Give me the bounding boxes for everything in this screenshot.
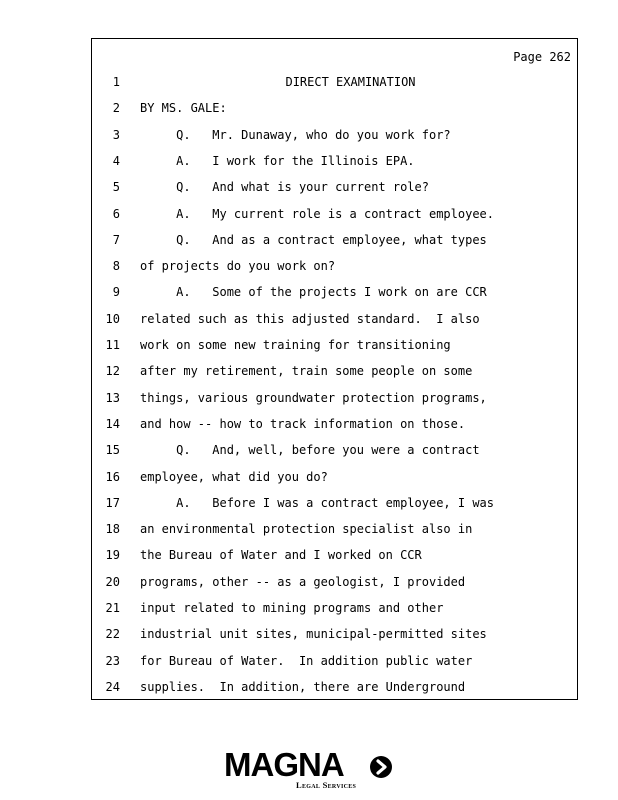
line-number: 12 <box>105 364 120 379</box>
transcript-line <box>92 153 577 169</box>
line-number: 24 <box>105 679 120 694</box>
transcript-line <box>92 363 577 379</box>
transcript-line <box>92 232 577 248</box>
transcript-line <box>92 206 577 222</box>
transcript-line <box>92 653 577 669</box>
line-text: employee, what did you do? <box>140 469 328 484</box>
transcript-line <box>92 179 577 195</box>
line-text: related such as this adjusted standard. I also <box>140 311 480 326</box>
line-text: of projects do you work on? <box>140 259 336 274</box>
line-number: 17 <box>105 495 120 510</box>
line-text: an environmental protection specialist also in <box>140 522 473 537</box>
line-number: 22 <box>105 627 120 642</box>
line-text: A. Before I was a contract employee, I was <box>140 495 495 510</box>
transcript-line <box>92 311 577 327</box>
line-number: 11 <box>105 338 120 352</box>
transcript-line <box>92 442 577 458</box>
chevron-right-circle-icon <box>370 756 392 778</box>
transcript-line <box>92 100 577 116</box>
line-number: 13 <box>105 390 120 405</box>
line-number: 2 <box>112 101 120 116</box>
line-text: BY MS. GALE: <box>140 101 227 116</box>
transcript-line <box>92 521 577 537</box>
line-number: 14 <box>105 416 120 431</box>
line-text: the Bureau of Water and I worked on CCR <box>140 548 422 563</box>
line-number: 18 <box>105 522 120 537</box>
transcript-line <box>92 390 577 406</box>
transcript-page <box>91 38 578 700</box>
line-text: Q. And what is your current role? <box>140 180 429 195</box>
transcript-line <box>92 416 577 432</box>
line-number: 23 <box>105 653 120 668</box>
line-text: programs, other -- as a geologist, I provided <box>140 574 466 589</box>
line-text: A. My current role is a contract employee. <box>140 206 495 221</box>
line-text: A. I work for the Illinois EPA. <box>140 153 415 168</box>
page-number: Page 262 <box>513 50 571 64</box>
line-text: and how -- how to track information on those. <box>140 416 466 431</box>
transcript-line <box>92 626 577 642</box>
line-text: Q. And, well, before you were a contract <box>140 443 480 458</box>
transcript-line <box>92 600 577 616</box>
transcript-line <box>92 469 577 485</box>
line-text: industrial unit sites, municipal-permitted sites <box>140 627 487 642</box>
line-number: 7 <box>112 232 120 247</box>
transcript-line <box>92 258 577 274</box>
line-number: 16 <box>105 469 120 484</box>
line-text: supplies. In addition, there are Underground <box>140 679 466 694</box>
line-number: 6 <box>112 206 120 221</box>
logo-subtitle: Legal Services <box>296 780 357 790</box>
transcript-line <box>92 337 577 353</box>
line-number: 9 <box>112 285 120 300</box>
line-text: for Bureau of Water. In addition public water <box>140 653 473 668</box>
transcript-line <box>92 495 577 511</box>
line-text: A. Some of the projects I work on are CCR <box>140 285 487 300</box>
line-text: Q. And as a contract employee, what types <box>140 232 487 247</box>
line-number: 5 <box>112 180 120 195</box>
transcript-line <box>92 74 577 90</box>
line-text: DIRECT EXAMINATION <box>285 75 416 89</box>
logo-wordmark: MAGNA <box>224 746 344 783</box>
line-number: 15 <box>105 443 120 458</box>
line-number: 4 <box>112 153 120 168</box>
line-text: after my retirement, train some people on some <box>140 364 473 379</box>
line-number: 1 <box>112 75 120 89</box>
line-number: 3 <box>112 127 120 142</box>
line-number: 21 <box>105 601 120 615</box>
transcript-line <box>92 284 577 300</box>
line-number: 10 <box>105 311 120 326</box>
line-text: Q. Mr. Dunaway, who do you work for? <box>140 127 451 142</box>
line-text: work on some new training for transitioning <box>140 338 451 352</box>
line-number: 8 <box>112 259 120 274</box>
transcript-line <box>92 574 577 590</box>
transcript-line <box>92 547 577 563</box>
line-number: 20 <box>105 574 120 589</box>
magna-logo <box>224 746 396 792</box>
transcript-line <box>92 127 577 143</box>
line-text: things, various groundwater protection programs, <box>140 390 487 405</box>
line-number: 19 <box>105 548 120 563</box>
line-text: input related to mining programs and other <box>140 601 444 615</box>
transcript-line <box>92 679 577 695</box>
